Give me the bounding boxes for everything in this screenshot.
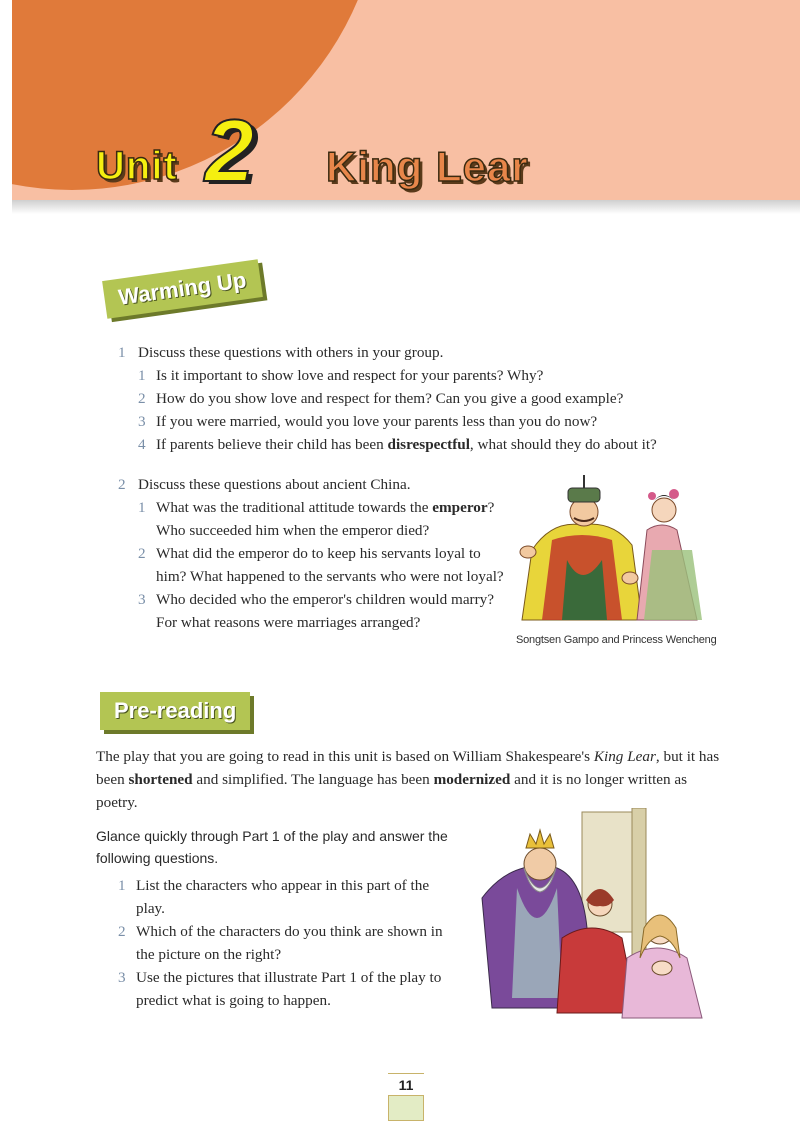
emperor-princess-illustration [512, 470, 712, 630]
bold-term: disrespectful [387, 436, 470, 453]
sub-question: 1 What was the traditional attitude towards the emperor? [138, 499, 495, 516]
sub-question: 2 What did the emperor do to keep his servants loyal to [138, 545, 481, 562]
unit-number: 2 [205, 101, 254, 200]
bold-term: modernized [433, 771, 511, 788]
italic-title: King Lear [593, 748, 656, 765]
sub-question: 1 List the characters who appear in this part of the [118, 877, 430, 894]
sub-question: 3 Who decided who the emperor's children would marry? [138, 591, 495, 608]
bold-term: shortened [128, 771, 193, 788]
header-shadow [12, 200, 800, 214]
sub-question: 2 Which of the characters do you think are shown in [118, 923, 443, 940]
warmup-question-1 [118, 341, 718, 456]
bold-term: emperor [432, 499, 488, 516]
sub-question: 3 If you were married, would you love your parents less than you do now? [138, 413, 598, 430]
sub-question: 1 Is it important to show love and respect for your parents? Why? [138, 367, 544, 384]
glance-instruction: Glance quickly through Part 1 of the play and answer the following questions. [96, 828, 448, 866]
unit-title: King Lear [326, 143, 529, 190]
question-number: 2 [118, 476, 126, 493]
sub-question: 3 Use the pictures that illustrate Part 1 of the play to [118, 969, 442, 986]
pre-reading-paragraph: The play that you are going to read in this unit is based on William Shakespeare's King Lear, but it has been shortened and simplified. The language has been modernized and it is no longer written as poetry. [96, 748, 720, 811]
question-text: Discuss these questions about ancient China. [138, 476, 411, 493]
king-lear-illustration [462, 808, 712, 1022]
pre-reading-tag: Pre-reading [100, 692, 250, 730]
unit-word: Unit [96, 144, 178, 188]
warmup-question-2: 2 Discuss these questions about ancient China. 1 What was the traditional attitude towards the emperor? Who succeeded him when the emperor died? 2 What did the emperor do to keep his servants loyal to him? What happened to the servants who were not loyal? 3 Who decided who the emperor's children would marry? For what reasons were marriages arranged? [118, 473, 518, 634]
question-text: Discuss these questions with others in your group. [138, 344, 444, 361]
illustration-caption: Songtsen Gampo and Princess Wencheng [516, 634, 717, 646]
question-number: 1 [118, 344, 126, 361]
page-number: 11 [388, 1074, 424, 1096]
sub-question: 4 If parents believe their child has been disrespectful, what should they do about it? [138, 436, 657, 453]
warming-up-tag: Warming Up [102, 259, 262, 318]
sub-question: 2 How do you show love and respect for them? Can you give a good example? [138, 390, 624, 407]
pre-reading-questions: 1 List the characters who appear in this part of the play. 2 Which of the characters do you think are shown in the picture on the right? 3 Use the pictures that illustrate Part 1 of the play to predict what is going to happen. [118, 874, 468, 1012]
